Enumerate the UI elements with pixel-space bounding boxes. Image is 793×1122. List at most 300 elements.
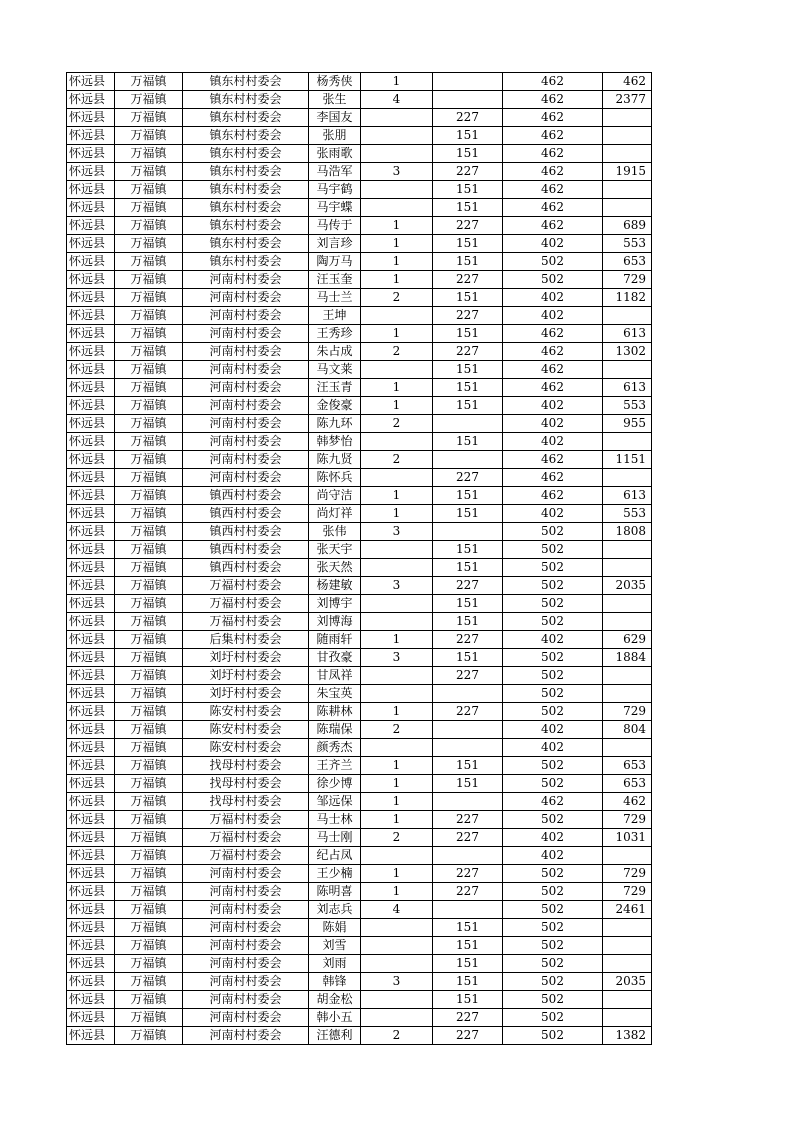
- amount-b-cell: 462: [503, 217, 603, 235]
- name-cell: 金俊豪: [309, 397, 361, 415]
- table-row: [67, 613, 652, 631]
- count-cell: [361, 559, 433, 577]
- name-cell: 王坤: [309, 307, 361, 325]
- amount-a-cell: 151: [433, 379, 503, 397]
- village-cell: 万福村村委会: [183, 829, 309, 847]
- amount-a-cell: 151: [433, 649, 503, 667]
- town-cell: 万福镇: [115, 397, 183, 415]
- county-cell: 怀远县: [67, 91, 115, 109]
- amount-a-cell: 151: [433, 595, 503, 613]
- village-cell: 镇东村村委会: [183, 91, 309, 109]
- village-cell: 河南村村委会: [183, 361, 309, 379]
- total-cell: [603, 955, 652, 973]
- village-cell: 陈安村村委会: [183, 703, 309, 721]
- amount-a-cell: 151: [433, 757, 503, 775]
- town-cell: 万福镇: [115, 127, 183, 145]
- name-cell: 陈怀兵: [309, 469, 361, 487]
- name-cell: 陶万马: [309, 253, 361, 271]
- town-cell: 万福镇: [115, 199, 183, 217]
- town-cell: 万福镇: [115, 379, 183, 397]
- total-cell: 462: [603, 793, 652, 811]
- county-cell: 怀远县: [67, 883, 115, 901]
- county-cell: 怀远县: [67, 523, 115, 541]
- town-cell: 万福镇: [115, 685, 183, 703]
- table-row: [67, 487, 652, 505]
- total-cell: [603, 559, 652, 577]
- table-row: [67, 973, 652, 991]
- amount-b-cell: 402: [503, 307, 603, 325]
- village-cell: 河南村村委会: [183, 343, 309, 361]
- amount-a-cell: 227: [433, 109, 503, 127]
- village-cell: 镇东村村委会: [183, 199, 309, 217]
- total-cell: 2035: [603, 577, 652, 595]
- name-cell: 王齐兰: [309, 757, 361, 775]
- village-cell: 河南村村委会: [183, 919, 309, 937]
- amount-a-cell: 227: [433, 703, 503, 721]
- table-row: [67, 127, 652, 145]
- total-cell: 1808: [603, 523, 652, 541]
- amount-a-cell: 151: [433, 613, 503, 631]
- village-cell: 河南村村委会: [183, 271, 309, 289]
- table-row: [67, 937, 652, 955]
- village-cell: 找母村村委会: [183, 775, 309, 793]
- county-cell: 怀远县: [67, 685, 115, 703]
- amount-a-cell: 227: [433, 1009, 503, 1027]
- amount-a-cell: 227: [433, 667, 503, 685]
- total-cell: [603, 109, 652, 127]
- county-cell: 怀远县: [67, 451, 115, 469]
- total-cell: 729: [603, 883, 652, 901]
- county-cell: 怀远县: [67, 1027, 115, 1045]
- county-cell: 怀远县: [67, 235, 115, 253]
- total-cell: [603, 181, 652, 199]
- total-cell: [603, 595, 652, 613]
- county-cell: 怀远县: [67, 703, 115, 721]
- town-cell: 万福镇: [115, 667, 183, 685]
- village-cell: 镇东村村委会: [183, 109, 309, 127]
- count-cell: 1: [361, 775, 433, 793]
- amount-b-cell: 402: [503, 721, 603, 739]
- total-cell: [603, 199, 652, 217]
- county-cell: 怀远县: [67, 217, 115, 235]
- amount-b-cell: 502: [503, 937, 603, 955]
- amount-b-cell: 462: [503, 469, 603, 487]
- county-cell: 怀远县: [67, 775, 115, 793]
- total-cell: [603, 433, 652, 451]
- county-cell: 怀远县: [67, 505, 115, 523]
- amount-b-cell: 462: [503, 325, 603, 343]
- village-cell: 河南村村委会: [183, 955, 309, 973]
- table-row: [67, 667, 652, 685]
- name-cell: 汪玉青: [309, 379, 361, 397]
- total-cell: 553: [603, 235, 652, 253]
- town-cell: 万福镇: [115, 541, 183, 559]
- county-cell: 怀远县: [67, 721, 115, 739]
- table-row: [67, 847, 652, 865]
- name-cell: 颜秀杰: [309, 739, 361, 757]
- county-cell: 怀远县: [67, 667, 115, 685]
- county-cell: 怀远县: [67, 199, 115, 217]
- name-cell: 刘雪: [309, 937, 361, 955]
- name-cell: 马文莱: [309, 361, 361, 379]
- town-cell: 万福镇: [115, 577, 183, 595]
- table-row: [67, 415, 652, 433]
- town-cell: 万福镇: [115, 253, 183, 271]
- name-cell: 马士刚: [309, 829, 361, 847]
- count-cell: [361, 361, 433, 379]
- table-row: [67, 649, 652, 667]
- total-cell: [603, 991, 652, 1009]
- total-cell: 653: [603, 253, 652, 271]
- village-cell: 河南村村委会: [183, 289, 309, 307]
- name-cell: 马宇蝶: [309, 199, 361, 217]
- name-cell: 王少楠: [309, 865, 361, 883]
- amount-a-cell: 151: [433, 361, 503, 379]
- count-cell: 4: [361, 91, 433, 109]
- village-cell: 河南村村委会: [183, 1027, 309, 1045]
- table-row: [67, 739, 652, 757]
- town-cell: 万福镇: [115, 271, 183, 289]
- town-cell: 万福镇: [115, 415, 183, 433]
- amount-a-cell: [433, 91, 503, 109]
- county-cell: 怀远县: [67, 109, 115, 127]
- total-cell: 613: [603, 325, 652, 343]
- name-cell: 汪德利: [309, 1027, 361, 1045]
- table-row: [67, 199, 652, 217]
- name-cell: 马士兰: [309, 289, 361, 307]
- amount-a-cell: [433, 793, 503, 811]
- village-cell: 河南村村委会: [183, 379, 309, 397]
- amount-b-cell: 402: [503, 631, 603, 649]
- name-cell: 汪玉奎: [309, 271, 361, 289]
- table-row: [67, 811, 652, 829]
- town-cell: 万福镇: [115, 505, 183, 523]
- table-row: [67, 595, 652, 613]
- town-cell: 万福镇: [115, 361, 183, 379]
- count-cell: [361, 127, 433, 145]
- town-cell: 万福镇: [115, 1009, 183, 1027]
- village-cell: 找母村村委会: [183, 793, 309, 811]
- amount-a-cell: 151: [433, 127, 503, 145]
- table-row: [67, 631, 652, 649]
- county-cell: 怀远县: [67, 487, 115, 505]
- total-cell: [603, 739, 652, 757]
- amount-b-cell: 502: [503, 271, 603, 289]
- table-row: [67, 793, 652, 811]
- village-cell: 镇西村村委会: [183, 541, 309, 559]
- amount-a-cell: 151: [433, 433, 503, 451]
- county-cell: 怀远县: [67, 973, 115, 991]
- total-cell: 653: [603, 775, 652, 793]
- county-cell: 怀远县: [67, 181, 115, 199]
- name-cell: 马传于: [309, 217, 361, 235]
- table-row: [67, 829, 652, 847]
- amount-a-cell: 151: [433, 397, 503, 415]
- table-row: [67, 685, 652, 703]
- town-cell: 万福镇: [115, 865, 183, 883]
- count-cell: 1: [361, 793, 433, 811]
- village-cell: 河南村村委会: [183, 1009, 309, 1027]
- amount-a-cell: 151: [433, 919, 503, 937]
- amount-b-cell: 502: [503, 865, 603, 883]
- amount-b-cell: 502: [503, 595, 603, 613]
- total-cell: [603, 667, 652, 685]
- name-cell: 马浩军: [309, 163, 361, 181]
- amount-b-cell: 402: [503, 415, 603, 433]
- count-cell: 1: [361, 379, 433, 397]
- table-row: [67, 379, 652, 397]
- county-cell: 怀远县: [67, 811, 115, 829]
- town-cell: 万福镇: [115, 217, 183, 235]
- table-row: [67, 559, 652, 577]
- table-row: [67, 325, 652, 343]
- village-cell: 镇东村村委会: [183, 163, 309, 181]
- county-cell: 怀远县: [67, 469, 115, 487]
- total-cell: 2461: [603, 901, 652, 919]
- amount-b-cell: 462: [503, 91, 603, 109]
- table-row: [67, 253, 652, 271]
- village-cell: 万福村村委会: [183, 595, 309, 613]
- count-cell: 1: [361, 883, 433, 901]
- town-cell: 万福镇: [115, 181, 183, 199]
- amount-a-cell: 227: [433, 163, 503, 181]
- amount-b-cell: 502: [503, 883, 603, 901]
- amount-b-cell: 462: [503, 379, 603, 397]
- county-cell: 怀远县: [67, 289, 115, 307]
- name-cell: 杨建敏: [309, 577, 361, 595]
- total-cell: 1151: [603, 451, 652, 469]
- table-row: [67, 901, 652, 919]
- total-cell: 2377: [603, 91, 652, 109]
- county-cell: 怀远县: [67, 919, 115, 937]
- amount-b-cell: 502: [503, 991, 603, 1009]
- table-row: [67, 919, 652, 937]
- village-cell: 镇西村村委会: [183, 559, 309, 577]
- town-cell: 万福镇: [115, 757, 183, 775]
- table-row: [67, 955, 652, 973]
- town-cell: 万福镇: [115, 811, 183, 829]
- town-cell: 万福镇: [115, 307, 183, 325]
- name-cell: 韩小五: [309, 1009, 361, 1027]
- name-cell: 朱宝英: [309, 685, 361, 703]
- amount-b-cell: 462: [503, 793, 603, 811]
- county-cell: 怀远县: [67, 397, 115, 415]
- town-cell: 万福镇: [115, 901, 183, 919]
- count-cell: 2: [361, 289, 433, 307]
- amount-a-cell: 227: [433, 1027, 503, 1045]
- village-cell: 河南村村委会: [183, 937, 309, 955]
- name-cell: 陈娟: [309, 919, 361, 937]
- amount-a-cell: 227: [433, 829, 503, 847]
- count-cell: [361, 739, 433, 757]
- count-cell: 2: [361, 1027, 433, 1045]
- count-cell: 4: [361, 901, 433, 919]
- count-cell: [361, 847, 433, 865]
- total-cell: 1182: [603, 289, 652, 307]
- amount-b-cell: 502: [503, 1009, 603, 1027]
- amount-a-cell: 151: [433, 487, 503, 505]
- town-cell: 万福镇: [115, 433, 183, 451]
- village-cell: 万福村村委会: [183, 577, 309, 595]
- table-row: [67, 433, 652, 451]
- table-row: [67, 883, 652, 901]
- count-cell: 1: [361, 271, 433, 289]
- total-cell: 1382: [603, 1027, 652, 1045]
- village-cell: 河南村村委会: [183, 451, 309, 469]
- amount-b-cell: 462: [503, 127, 603, 145]
- village-cell: 镇西村村委会: [183, 487, 309, 505]
- table-row: [67, 235, 652, 253]
- total-cell: [603, 361, 652, 379]
- table-row: [67, 217, 652, 235]
- count-cell: 2: [361, 343, 433, 361]
- table-row: [67, 343, 652, 361]
- count-cell: 1: [361, 811, 433, 829]
- county-cell: 怀远县: [67, 433, 115, 451]
- amount-b-cell: 402: [503, 505, 603, 523]
- town-cell: 万福镇: [115, 739, 183, 757]
- name-cell: 朱占成: [309, 343, 361, 361]
- village-cell: 河南村村委会: [183, 415, 309, 433]
- amount-b-cell: 402: [503, 739, 603, 757]
- town-cell: 万福镇: [115, 559, 183, 577]
- total-cell: [603, 613, 652, 631]
- total-cell: 689: [603, 217, 652, 235]
- total-cell: [603, 685, 652, 703]
- count-cell: 3: [361, 973, 433, 991]
- village-cell: 找母村村委会: [183, 757, 309, 775]
- county-cell: 怀远县: [67, 955, 115, 973]
- village-cell: 镇东村村委会: [183, 145, 309, 163]
- table-row: [67, 145, 652, 163]
- amount-a-cell: 151: [433, 181, 503, 199]
- village-cell: 后集村村委会: [183, 631, 309, 649]
- county-cell: 怀远县: [67, 937, 115, 955]
- town-cell: 万福镇: [115, 973, 183, 991]
- amount-b-cell: 502: [503, 757, 603, 775]
- town-cell: 万福镇: [115, 955, 183, 973]
- town-cell: 万福镇: [115, 235, 183, 253]
- amount-a-cell: 227: [433, 883, 503, 901]
- total-cell: 613: [603, 487, 652, 505]
- total-cell: [603, 847, 652, 865]
- count-cell: [361, 145, 433, 163]
- name-cell: 刘博海: [309, 613, 361, 631]
- village-cell: 河南村村委会: [183, 433, 309, 451]
- total-cell: 653: [603, 757, 652, 775]
- data-table: [66, 72, 652, 1045]
- village-cell: 万福村村委会: [183, 847, 309, 865]
- town-cell: 万福镇: [115, 1027, 183, 1045]
- amount-b-cell: 462: [503, 181, 603, 199]
- total-cell: [603, 127, 652, 145]
- village-cell: 镇东村村委会: [183, 217, 309, 235]
- amount-a-cell: [433, 415, 503, 433]
- table-row: [67, 505, 652, 523]
- amount-a-cell: 227: [433, 307, 503, 325]
- name-cell: 胡金松: [309, 991, 361, 1009]
- table-row: [67, 1027, 652, 1045]
- count-cell: 1: [361, 865, 433, 883]
- name-cell: 陈九贤: [309, 451, 361, 469]
- town-cell: 万福镇: [115, 91, 183, 109]
- name-cell: 韩锋: [309, 973, 361, 991]
- total-cell: 729: [603, 703, 652, 721]
- village-cell: 镇东村村委会: [183, 127, 309, 145]
- amount-a-cell: [433, 739, 503, 757]
- count-cell: [361, 991, 433, 1009]
- name-cell: 刘雨: [309, 955, 361, 973]
- count-cell: 1: [361, 217, 433, 235]
- county-cell: 怀远县: [67, 739, 115, 757]
- county-cell: 怀远县: [67, 577, 115, 595]
- count-cell: 1: [361, 505, 433, 523]
- amount-b-cell: 402: [503, 289, 603, 307]
- name-cell: 马宇鹤: [309, 181, 361, 199]
- amount-a-cell: 151: [433, 775, 503, 793]
- town-cell: 万福镇: [115, 451, 183, 469]
- town-cell: 万福镇: [115, 829, 183, 847]
- amount-b-cell: 462: [503, 199, 603, 217]
- amount-b-cell: 502: [503, 649, 603, 667]
- town-cell: 万福镇: [115, 649, 183, 667]
- town-cell: 万福镇: [115, 343, 183, 361]
- county-cell: 怀远县: [67, 613, 115, 631]
- amount-b-cell: 502: [503, 919, 603, 937]
- amount-b-cell: 462: [503, 163, 603, 181]
- village-cell: 河南村村委会: [183, 901, 309, 919]
- table-row: [67, 541, 652, 559]
- town-cell: 万福镇: [115, 163, 183, 181]
- amount-b-cell: 462: [503, 109, 603, 127]
- table-row: [67, 1009, 652, 1027]
- village-cell: 河南村村委会: [183, 865, 309, 883]
- village-cell: 河南村村委会: [183, 973, 309, 991]
- name-cell: 马士林: [309, 811, 361, 829]
- amount-a-cell: 151: [433, 289, 503, 307]
- town-cell: 万福镇: [115, 325, 183, 343]
- table-row: [67, 469, 652, 487]
- amount-a-cell: 151: [433, 505, 503, 523]
- amount-a-cell: [433, 847, 503, 865]
- total-cell: 729: [603, 811, 652, 829]
- village-cell: 河南村村委会: [183, 883, 309, 901]
- total-cell: 955: [603, 415, 652, 433]
- amount-b-cell: 462: [503, 145, 603, 163]
- count-cell: 1: [361, 397, 433, 415]
- total-cell: 1915: [603, 163, 652, 181]
- table-body: [67, 73, 652, 1045]
- amount-a-cell: [433, 73, 503, 91]
- county-cell: 怀远县: [67, 271, 115, 289]
- count-cell: [361, 919, 433, 937]
- amount-b-cell: 502: [503, 955, 603, 973]
- name-cell: 徐少博: [309, 775, 361, 793]
- county-cell: 怀远县: [67, 1009, 115, 1027]
- town-cell: 万福镇: [115, 919, 183, 937]
- amount-a-cell: 151: [433, 955, 503, 973]
- amount-a-cell: [433, 685, 503, 703]
- amount-a-cell: 227: [433, 631, 503, 649]
- table-row: [67, 271, 652, 289]
- county-cell: 怀远县: [67, 541, 115, 559]
- amount-b-cell: 502: [503, 577, 603, 595]
- count-cell: [361, 595, 433, 613]
- county-cell: 怀远县: [67, 307, 115, 325]
- total-cell: 804: [603, 721, 652, 739]
- name-cell: 陈九环: [309, 415, 361, 433]
- village-cell: 刘圩村村委会: [183, 667, 309, 685]
